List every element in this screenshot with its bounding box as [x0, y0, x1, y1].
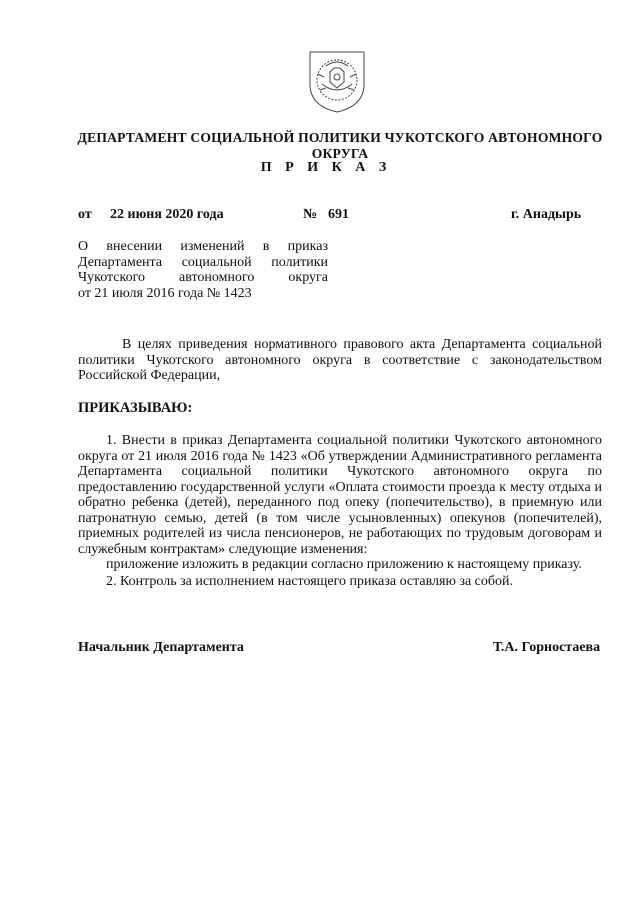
item-1-subparagraph: приложение изложить в редакции согласно приложению к настоящему приказу.: [106, 557, 582, 572]
document-type: П Р И К А З: [260, 160, 392, 175]
signatory-name: Т.А. Горностаева: [493, 640, 601, 655]
subject-line: Чукотского автономного округа: [78, 270, 328, 285]
order-subject: [78, 239, 328, 301]
order-number: 691: [328, 207, 349, 222]
signatory-position: Начальник Департамента: [78, 640, 244, 655]
order-date: 22 июня 2020 года: [110, 207, 224, 222]
department-name: ДЕПАРТАМЕНТ СОЦИАЛЬНОЙ ПОЛИТИКИ ЧУКОТСКОГО АВТОНОМНОГО ОКРУГА: [77, 130, 603, 161]
item-1-paragraph: 1. Внести в приказ Департамента социальной политики Чукотского автономного округа от 21 июля 2016 года № 1423 «Об утверждении Административного регламента Департамента социальной политики Чукотского автономного округа по предоставлению государственной услуги «Оплата стоимости проезда к месту отдыха и обратно ребенка (детей), переданного под опеку (попечительство), в приемную или патронатную семью, детей (в том числе усыновленных) опекунов (попечителей), приемных родителей из числа пенсионеров, не работающих по трудовым договорам и служебным контрактам» следующие изменения:: [78, 433, 602, 557]
coat-of-arms-icon: [304, 44, 370, 114]
item-2-paragraph: 2. Контроль за исполнением настоящего приказа оставляю за собой.: [106, 574, 514, 589]
subject-line: от 21 июля 2016 года № 1423: [78, 285, 252, 301]
subject-line: О внесении изменений в приказ: [78, 239, 328, 254]
preamble-paragraph: В целях приведения нормативного правового акта Департамента социальной политики Чукотского автономного округа в соответствие с законодательством Российской Федерации,: [78, 337, 602, 383]
date-label: от: [78, 207, 92, 222]
city: г. Анадырь: [511, 207, 582, 222]
number-label: №: [303, 207, 318, 222]
order-word: ПРИКАЗЫВАЮ:: [78, 400, 193, 416]
subject-line: Департамента социальной политики: [78, 254, 328, 270]
